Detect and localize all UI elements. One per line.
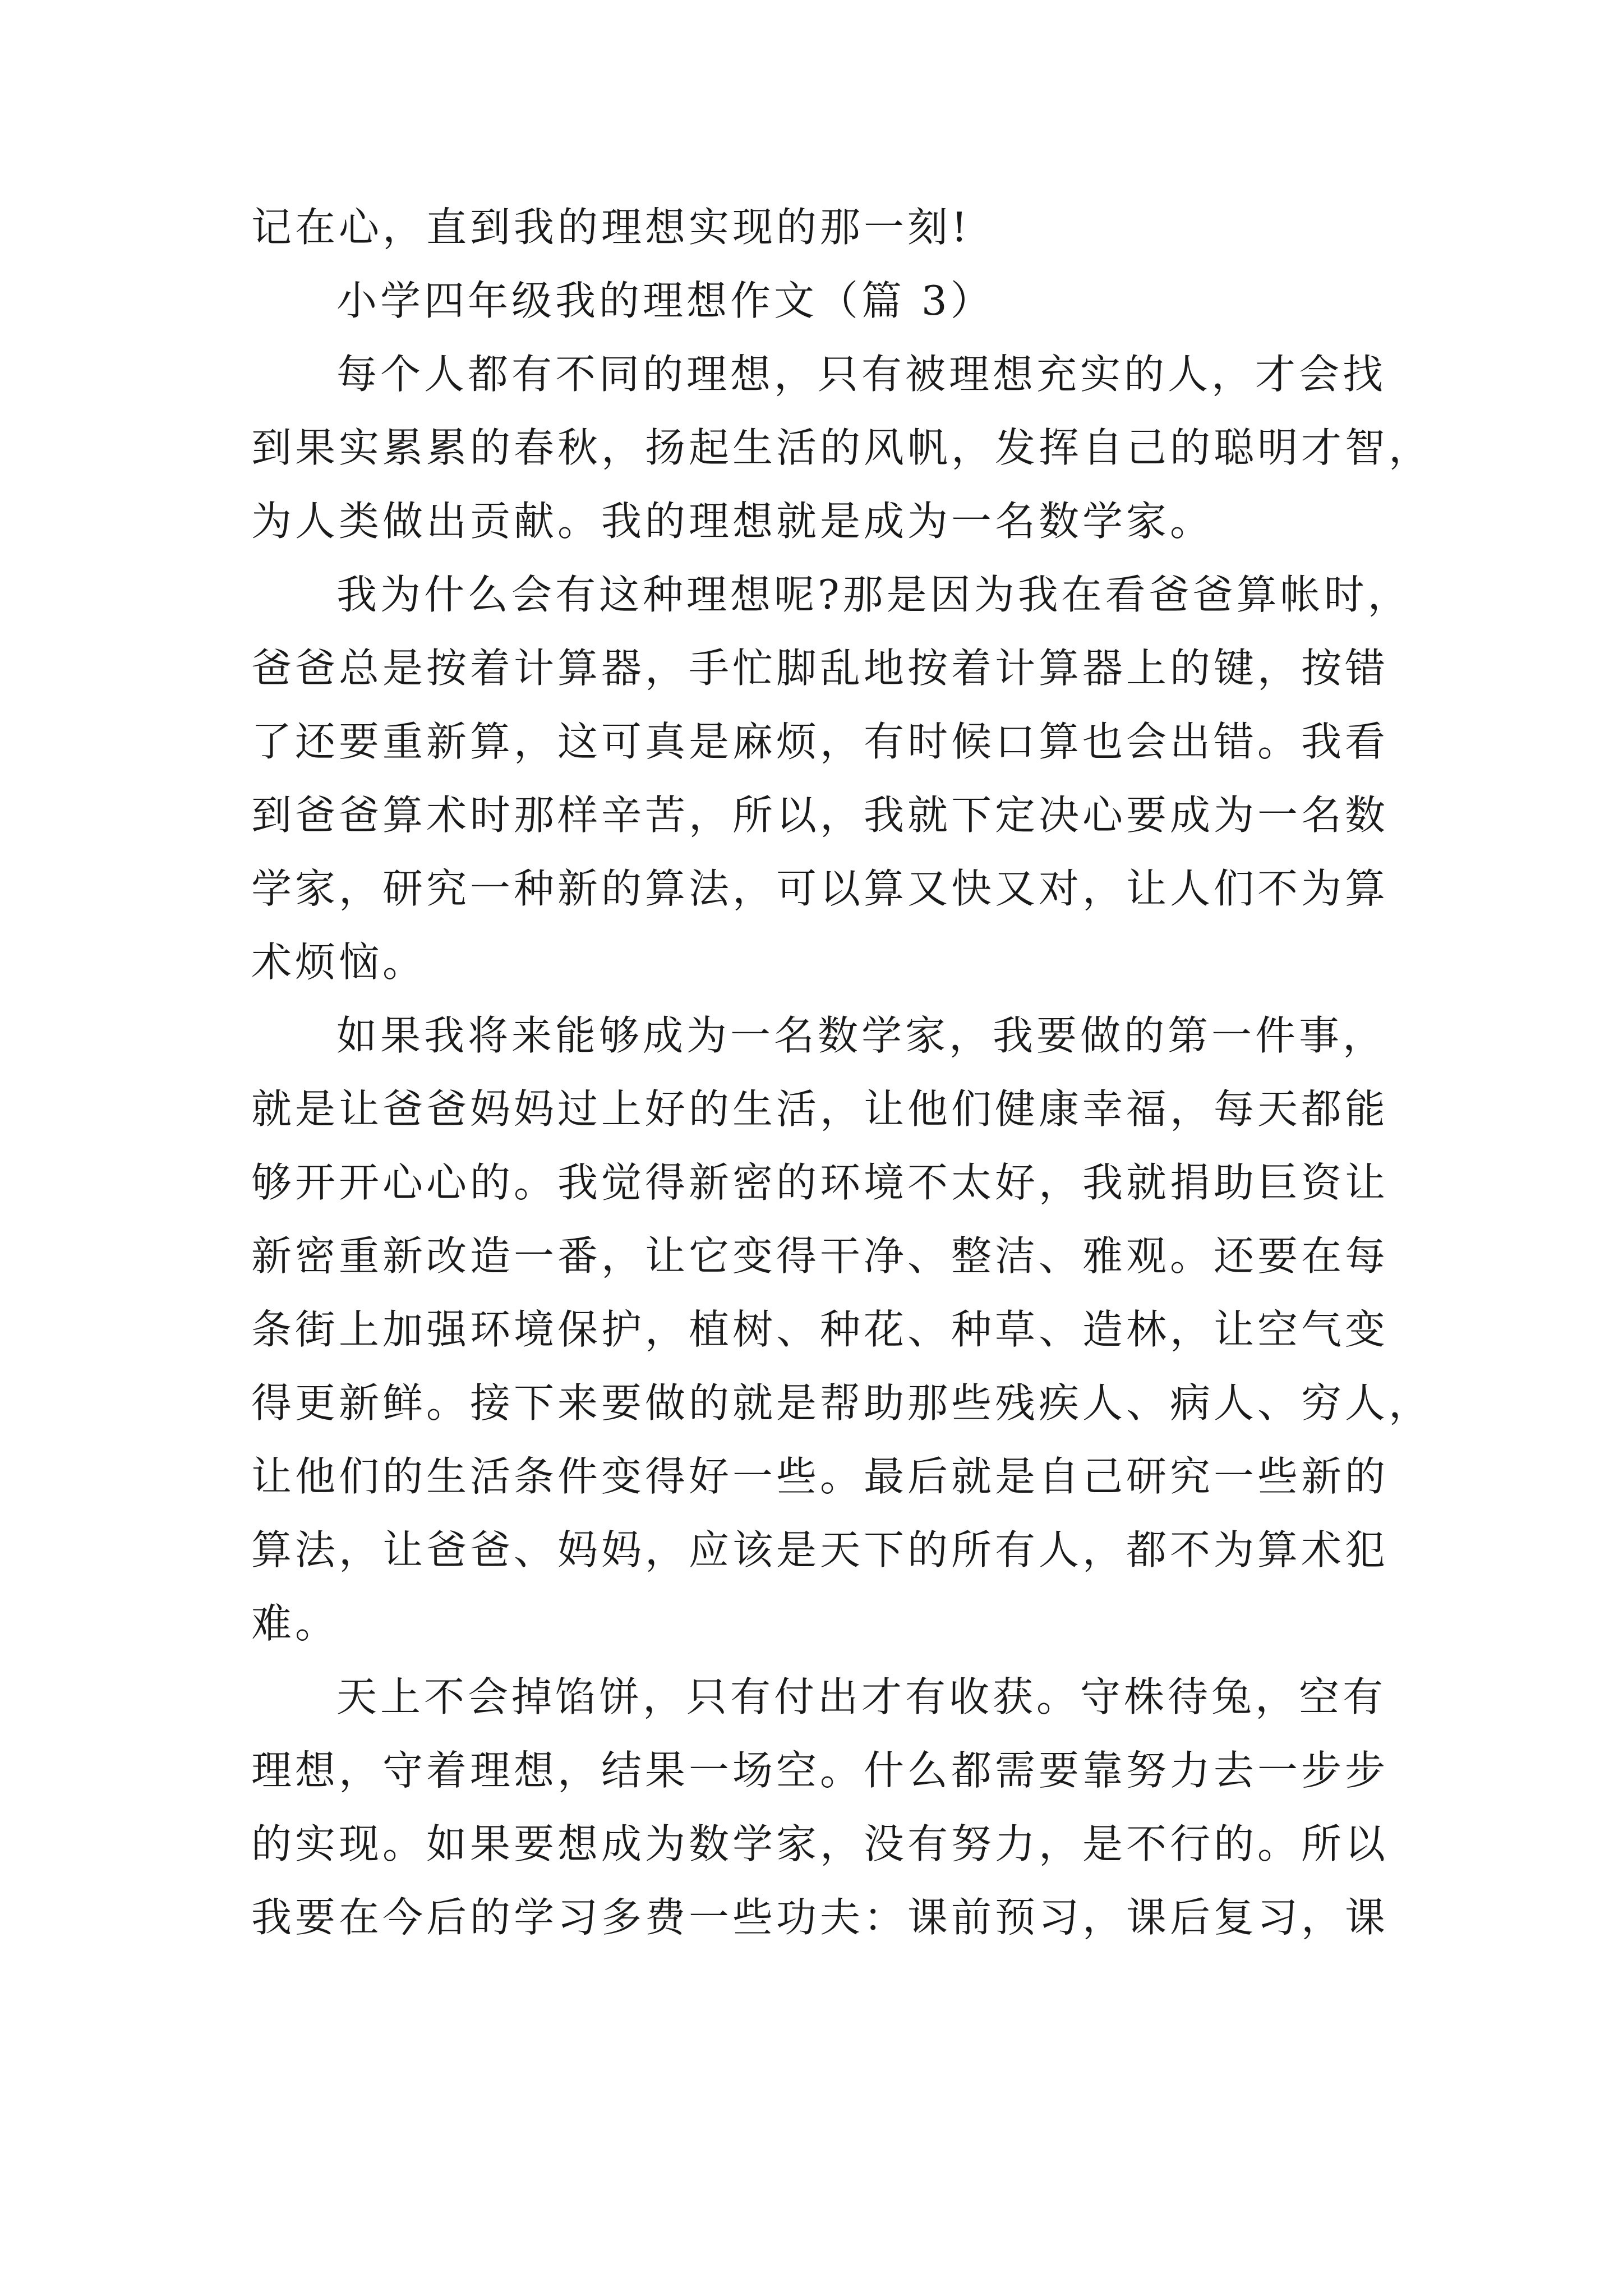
text-line: 天上不会掉馅饼，只有付出才有收获。守株待兔，空有 (336, 1673, 1387, 1720)
text-line: 条街上加强环境保护，植树、种花、种草、造林，让空气变 (251, 1306, 1389, 1353)
text-line: 为人类做出贡献。我的理想就是成为一名数学家。 (251, 498, 1214, 545)
text-line: 得更新鲜。接下来要做的就是帮助那些残疾人、病人、穷人， (251, 1379, 1433, 1427)
text-line: 算法，让爸爸、妈妈，应该是天下的所有人，都不为算术犯 (251, 1526, 1389, 1573)
text-line: 够开开心心的。我觉得新密的环境不太好，我就捐助巨资让 (251, 1159, 1389, 1206)
text-line: 我为什么会有这种理想呢?那是因为我在看爸爸算帐时， (336, 571, 1412, 618)
essay-text (251, 191, 1433, 1954)
text-line: 的实现。如果要想成为数学家，没有努力，是不行的。所以 (251, 1820, 1389, 1867)
text-line: 术烦恼。 (251, 938, 427, 986)
text-line: 学家，研究一种新的算法，可以算又快又对，让人们不为算 (251, 865, 1389, 912)
text-line: 了还要重新算，这可真是麻烦，有时候口算也会出错。我看 (251, 718, 1389, 765)
text-line: 每个人都有不同的理想，只有被理想充实的人，才会找 (336, 351, 1387, 398)
text-line: 到爸爸算术时那样辛苦，所以，我就下定决心要成为一名数 (251, 792, 1389, 839)
text-line: 难。 (251, 1600, 339, 1647)
text-line: 如果我将来能够成为一名数学家，我要做的第一件事， (336, 1012, 1387, 1059)
text-line: 就是让爸爸妈妈过上好的生活，让他们健康幸福，每天都能 (251, 1085, 1389, 1133)
text-line: 到果实累累的春秋，扬起生活的风帆，发挥自己的聪明才智， (251, 424, 1433, 471)
text-line: 新密重新改造一番，让它变得干净、整洁、雅观。还要在每 (251, 1232, 1389, 1280)
text-line: 理想，守着理想，结果一场空。什么都需要靠努力去一步步 (251, 1747, 1389, 1794)
text-line: 记在心，直到我的理想实现的那一刻! (251, 204, 971, 251)
text-line: 我要在今后的学习多费一些功夫：课前预习，课后复习，课 (251, 1894, 1389, 1941)
section-heading: 小学四年级我的理想作文（篇 3） (336, 277, 994, 324)
text-line: 爸爸总是按着计算器，手忙脚乱地按着计算器上的键，按错 (251, 645, 1389, 692)
text-line: 让他们的生活条件变得好一些。最后就是自己研究一些新的 (251, 1453, 1389, 1500)
